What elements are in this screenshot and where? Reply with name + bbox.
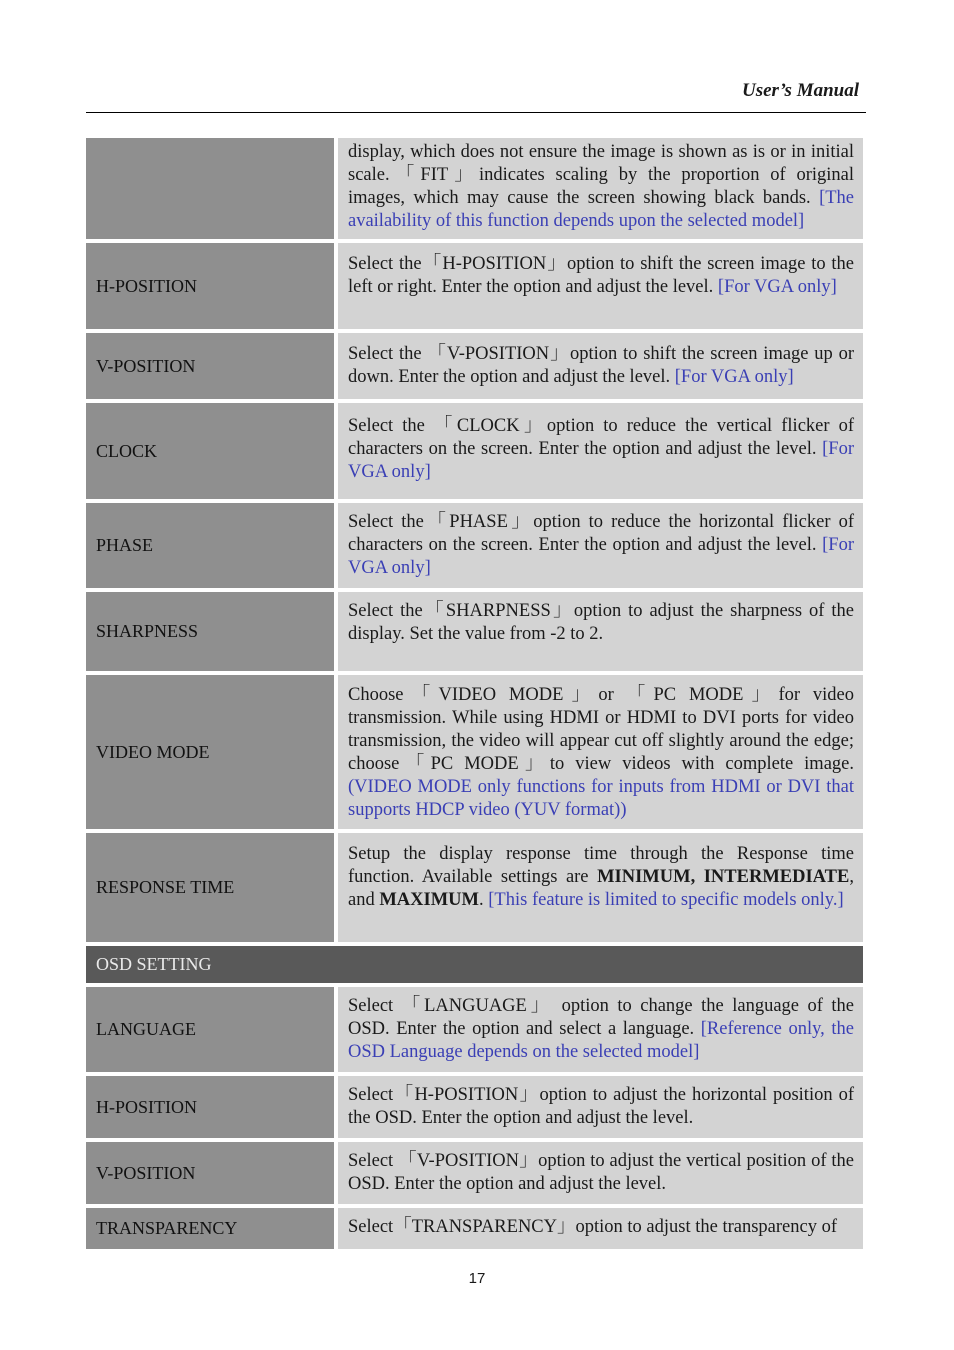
row-description: Select the 「CLOCK」option to reduce the vertical flicker of characters on the screen. Enter the option and adjust the level. [For VGA only] bbox=[338, 403, 863, 499]
row-description: Select「TRANSPARENCY」option to adjust the transparency of bbox=[338, 1208, 863, 1249]
row-label: H-POSITION bbox=[86, 243, 334, 329]
settings-table bbox=[86, 138, 863, 1253]
table-row bbox=[86, 138, 863, 239]
row-note: [For VGA only] bbox=[674, 367, 794, 387]
row-label: PHASE bbox=[86, 503, 334, 588]
row-description: Select 「LANGUAGE」 option to change the language of the OSD. Enter the option and select a language. [Reference only, the OSD Language depends on the selected model] bbox=[338, 987, 863, 1072]
row-description: display, which does not ensure the image is shown as is or in initial scale.「FIT」indicates scaling by the proportion of original images, which may cause the screen showing black bands. [The availability of this function depends upon the selected model] bbox=[338, 138, 863, 239]
row-label: V-POSITION bbox=[86, 333, 334, 399]
row-description: Select the 「V-POSITION」option to shift the screen image up or down. Enter the option and adjust the level. [For VGA only] bbox=[338, 333, 863, 399]
row-note: (VIDEO MODE only functions for inputs from HDMI or DVI that supports HDCP video (YUV format)) bbox=[348, 777, 854, 820]
table-row bbox=[86, 1142, 863, 1204]
row-description: Select 「V-POSITION」option to adjust the vertical position of the OSD. Enter the option and adjust the level. bbox=[338, 1142, 863, 1204]
page-number: 17 bbox=[468, 1270, 486, 1287]
table-row bbox=[86, 243, 863, 329]
row-label: TRANSPARENCY bbox=[86, 1208, 334, 1249]
table-row bbox=[86, 833, 863, 942]
row-label: H-POSITION bbox=[86, 1076, 334, 1138]
row-description: Select the「SHARPNESS」option to adjust the sharpness of the display. Set the value from -2 to 2. bbox=[338, 592, 863, 671]
section-header-osd-setting: OSD SETTING bbox=[86, 946, 863, 983]
table-row bbox=[86, 1076, 863, 1138]
row-description: Choose「VIDEO MODE」or 「PC MODE」for video transmission. While using HDMI or HDMI to DVI ports for video transmission, the video will appear cut off slightly around the edge; choose「PC MODE」to view videos with complete image. (VIDEO MODE only functions for inputs from HDMI or DVI that supports HDCP video (YUV format)) bbox=[338, 675, 863, 829]
table-row bbox=[86, 333, 863, 399]
table-row bbox=[86, 503, 863, 588]
table-row bbox=[86, 403, 863, 499]
row-label: LANGUAGE bbox=[86, 987, 334, 1072]
row-description: Setup the display response time through the Response time function. Available settings are MINIMUM, INTERMEDIATE, and MAXIMUM. [This feature is limited to specific models only.] bbox=[338, 833, 863, 942]
row-label: SHARPNESS bbox=[86, 592, 334, 671]
row-note: [For VGA only] bbox=[717, 277, 837, 297]
header-rule bbox=[86, 112, 866, 113]
row-description: Select「H-POSITION」option to adjust the horizontal position of the OSD. Enter the option and adjust the level. bbox=[338, 1076, 863, 1138]
table-row bbox=[86, 675, 863, 829]
row-note: [This feature is limited to specific models only.] bbox=[488, 890, 844, 910]
row-note: [Reference only, the OSD Language depends on the selected model] bbox=[348, 1019, 854, 1062]
row-note: [For VGA only] bbox=[348, 439, 854, 482]
row-description: Select the「PHASE」option to reduce the horizontal flicker of characters on the screen. Enter the option and adjust the level. [For VGA only] bbox=[338, 503, 863, 588]
row-label: CLOCK bbox=[86, 403, 334, 499]
row-note: [The availability of this function depends upon the selected model] bbox=[348, 188, 854, 231]
row-label bbox=[86, 138, 334, 239]
table-row bbox=[86, 1208, 863, 1249]
row-label: V-POSITION bbox=[86, 1142, 334, 1204]
manual-title: User’s Manual bbox=[741, 80, 859, 101]
row-label: VIDEO MODE bbox=[86, 675, 334, 829]
table-row bbox=[86, 987, 863, 1072]
table-row bbox=[86, 592, 863, 671]
row-note: [For VGA only] bbox=[348, 535, 854, 578]
row-description: Select the「H-POSITION」option to shift the screen image to the left or right. Enter the option and adjust the level. [For VGA only] bbox=[338, 243, 863, 329]
row-label: RESPONSE TIME bbox=[86, 833, 334, 942]
